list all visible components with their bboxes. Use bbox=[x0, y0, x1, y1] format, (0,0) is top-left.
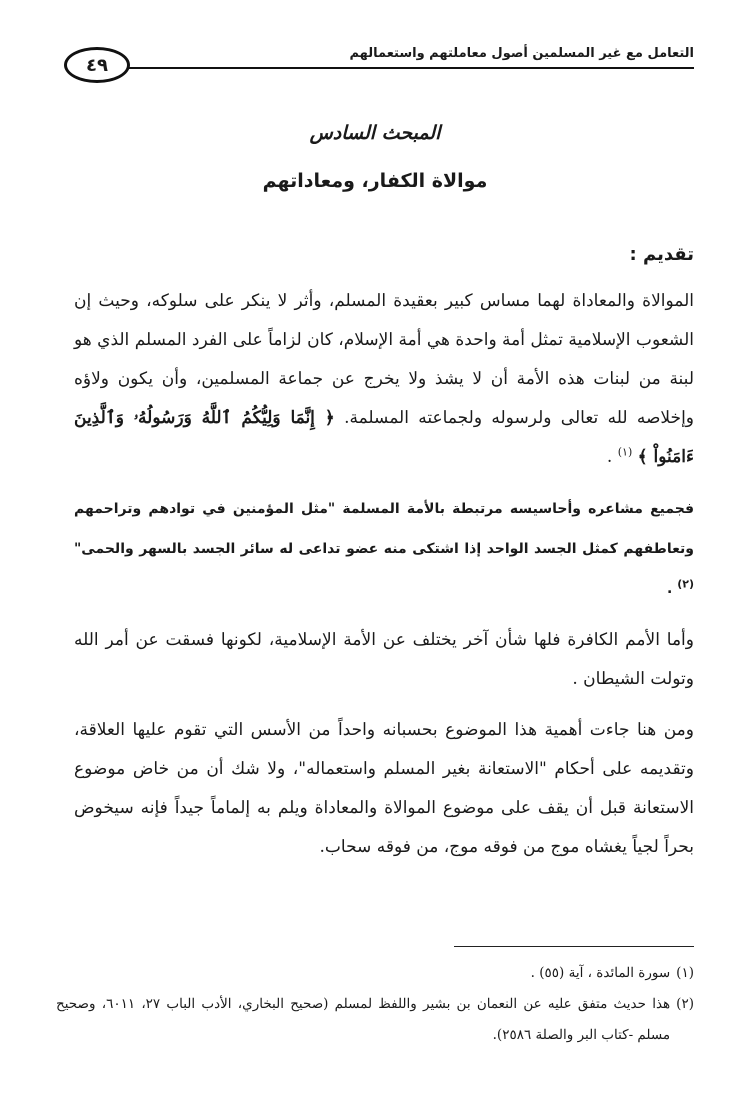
footnote-number: (١) bbox=[676, 965, 694, 981]
footnote-2 bbox=[56, 989, 694, 1051]
paragraph-1-text: الموالاة والمعاداة لهما مساس كبير بعقيدة المسلم، وأثر لا ينكر على سلوكه، وحيث إن الشعوب الإسلامية تمثل أمة واحدة هي أمة الإسلام، كان لزاماً على الفرد المسلم الذي هو لبنة من لبنات هذه الأمة أن لا يشذ ولا يخرج عن جماعة المسلمين، وأن يكون ولاؤه وإخلاصه لله تعالى ولرسوله ولجماعته المسلمة. bbox=[74, 291, 694, 428]
paragraph-2 bbox=[74, 489, 694, 609]
header-rule bbox=[126, 67, 694, 69]
paragraph-1 bbox=[74, 282, 694, 477]
chapter-title: موالاة الكفار، ومعاداتهم bbox=[262, 170, 488, 192]
paragraph-1-end: . bbox=[606, 447, 618, 467]
body-text bbox=[74, 282, 694, 867]
intro-heading: تقديم : bbox=[629, 244, 694, 265]
hadith-quote: "مثل المؤمنين في توادهم وتراحمهم وتعاطفهم كمثل الجسد الواحد إذا اشتكى منه عضو تداعى له سائر الجسد بالسهر والحمى" bbox=[74, 501, 694, 557]
footnote-divider bbox=[454, 946, 694, 947]
quran-verse: ﴿ إِنَّمَا وَلِيُّكُمُ ٱللَّهُ وَرَسُولُهُۥ وَٱلَّذِينَ ءَامَنُواْ ﴾ bbox=[74, 408, 694, 467]
paragraph-4: ومن هنا جاءت أهمية هذا الموضوع بحسبانه واحداً من الأسس التي تقوم عليها العلاقة، وتقديمه على أحكام "الاستعانة بغير المسلم واستعماله"، ولا شك أن من خاض موضوع الاستعانة قبل أن يقف على موضوع الموالاة والمعاداة ويلم به إلماماً جيداً فإنه سيخوض بحراً لجياً يغشاه موج من فوقه موج، من فوقه سحاب. bbox=[74, 720, 694, 857]
page-number: ٤٩ bbox=[64, 47, 130, 83]
section-label: المبحث السادس bbox=[309, 122, 441, 144]
footnote-text: هذا حديث متفق عليه عن النعمان بن بشير واللفظ لمسلم (صحيح البخاري، الأدب الباب ٢٧، ٦٠١١، وصحيح مسلم -كتاب البر والصلة ٢٥٨٦). bbox=[56, 996, 671, 1043]
footnotes bbox=[56, 958, 694, 1051]
footnote-1 bbox=[56, 958, 694, 989]
footnote-ref-1: (١) bbox=[617, 445, 633, 459]
running-title: التعامل مع غير المسلمين أصول معاملتهم واستعمالهم bbox=[349, 46, 694, 61]
paragraph-3: وأما الأمم الكافرة فلها شأن آخر يختلف عن الأمة الإسلامية، لكونها فسقت عن أمر الله وتولت الشيطان . bbox=[74, 630, 694, 689]
footnote-text: سورة المائدة ، آية (٥٥) . bbox=[530, 965, 671, 981]
paragraph-2-end: . bbox=[667, 581, 678, 597]
paragraph-2-lead: فجميع مشاعره وأحاسيسه مرتبطة بالأمة المسلمة bbox=[342, 501, 695, 517]
footnote-number: (٢) bbox=[676, 996, 694, 1012]
footnote-ref-2: (٢) bbox=[677, 577, 694, 591]
page-header bbox=[64, 44, 694, 84]
